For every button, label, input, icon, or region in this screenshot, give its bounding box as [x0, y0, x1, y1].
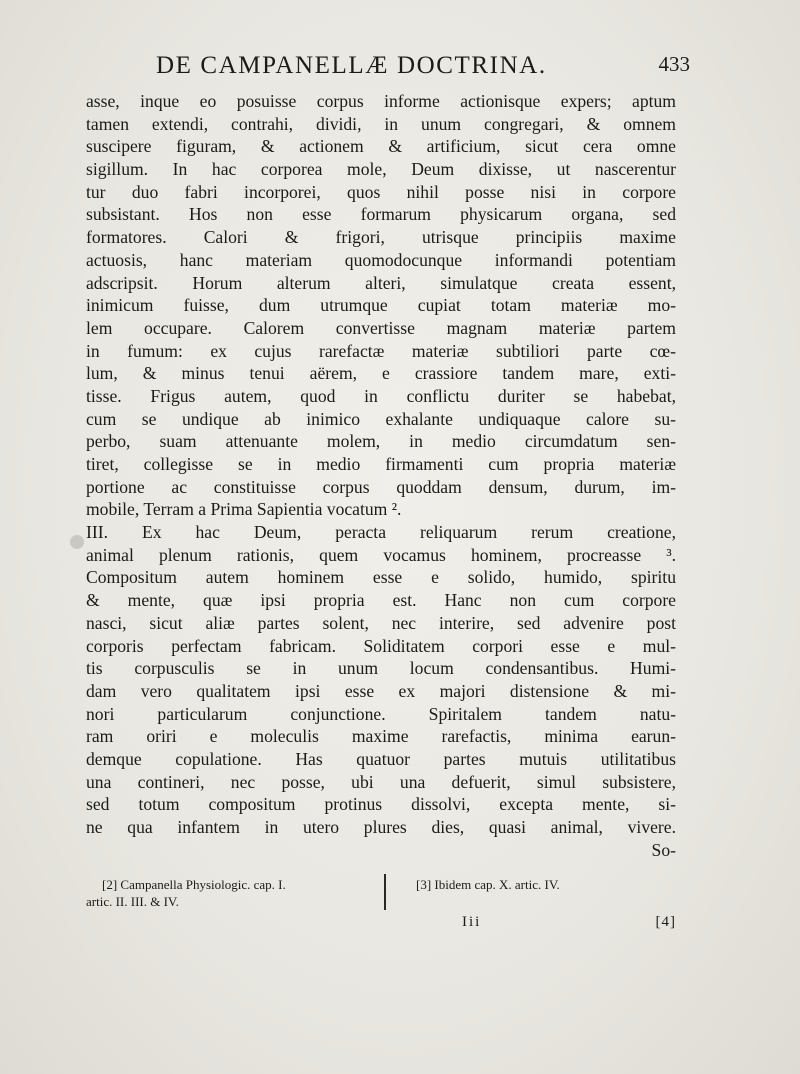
footnote-2-continuation: artic. II. III. & IV. [86, 894, 179, 909]
text-line: dam vero qualitatem ipsi esse ex majori distensione & mi- [86, 680, 676, 701]
text-line: asse, inque eo posuisse corpus informe actionisque expers; aptum [86, 91, 676, 111]
text-line: nori particularum conjunctione. Spiritalem tandem natu- [86, 703, 676, 724]
text-line: perbo, suam attenuante molem, in medio circumdatum sen- [86, 431, 676, 452]
footnote-divider [384, 874, 386, 910]
text-line: ne qua infantem in utero plures dies, quasi animal, vivere. [86, 817, 676, 837]
text-line: in fumum: ex cujus rarefactæ materiæ subtiliori parte cœ- [86, 340, 676, 361]
footnote-catchword: [4] [655, 914, 676, 930]
text-line: tur duo fabri incorporei, quos nihil posse nisi in corpore [86, 181, 676, 202]
footnote-3: [3] Ibidem cap. X. artic. IV. [416, 877, 560, 892]
text-line: mobile, Terram a Prima Sapientia vocatum ². [86, 499, 402, 520]
page-header [150, 44, 690, 84]
body-text [86, 90, 676, 861]
text-line: adscripsit. Horum alterum alteri, simulatque creata essent, [86, 272, 676, 293]
text-line: portione ac constituisse corpus quoddam densum, durum, im- [86, 476, 676, 497]
text-line: cum se undique ab inimico exhalante undiquaque calore su- [86, 408, 676, 429]
text-line: subsistant. Hos non esse formarum physicarum organa, sed [86, 204, 676, 225]
text-line: formatores. Calori & frigori, utrisque principiis maxime [86, 227, 676, 248]
text-line: tisse. Frigus autem, quod in conflictu duriter se habebat, [86, 385, 676, 406]
text-line: Compositum autem hominem esse e solido, humido, spiritu [86, 567, 676, 588]
text-line: ram oriri e moleculis maxime rarefactis, minima earun- [86, 726, 676, 747]
text-line: demque copulatione. Has quatuor partes mutuis utilitatibus [86, 748, 676, 769]
text-line: tiret, collegisse se in medio firmamenti cum propria materiæ [86, 454, 676, 474]
text-line: una contineri, nec posse, ubi una defuerit, simul subsistere, [86, 771, 676, 792]
text-line: sed totum compositum protinus dissolvi, excepta mente, si- [86, 794, 676, 815]
text-line: tamen extendi, contrahi, dividi, in unum congregari, & omnem [86, 113, 676, 134]
text-line: lum, & minus tenui aërem, e crassiore tandem mare, exti- [86, 363, 676, 384]
text-line: III. Ex hac Deum, peracta reliquarum rerum creatione, [86, 522, 676, 543]
signature-mark: Iii [462, 914, 482, 930]
text-line: actuosis, hanc materiam quomodocunque informandi potentiam [86, 249, 676, 270]
text-line: inimicum fuisse, dum utrumque cupiat totam materiæ mo- [86, 295, 676, 316]
text-line: sigillum. In hac corporea mole, Deum dixisse, ut nascerentur [86, 159, 676, 180]
footnotes [86, 872, 676, 916]
page-number: 433 [658, 52, 690, 76]
page-footer [86, 914, 676, 936]
text-line: & mente, quæ ipsi propria est. Hanc non cum corpore [86, 590, 676, 611]
text-line: animal plenum rationis, quem vocamus hominem, procreasse ³. [86, 544, 676, 565]
text-line: suscipere figuram, & actionem & artificium, sicut cera omne [86, 136, 676, 157]
text-line: tis corpusculis se in unum locum condensantibus. Humi- [86, 658, 676, 679]
text-line: lem occupare. Calorem convertisse magnam materiæ partem [86, 317, 676, 338]
paragraph-mark [70, 535, 84, 549]
footnote-2: [2] Campanella Physiologic. cap. I. [102, 877, 286, 892]
catchword: So- [651, 839, 676, 860]
text-line: corporis perfectam fabricam. Soliditatem corpori esse e mul- [86, 635, 676, 656]
text-line: nasci, sicut aliæ partes solent, nec interire, sed advenire post [86, 612, 676, 633]
running-title: DE CAMPANELLÆ DOCTRINA. [156, 52, 547, 79]
